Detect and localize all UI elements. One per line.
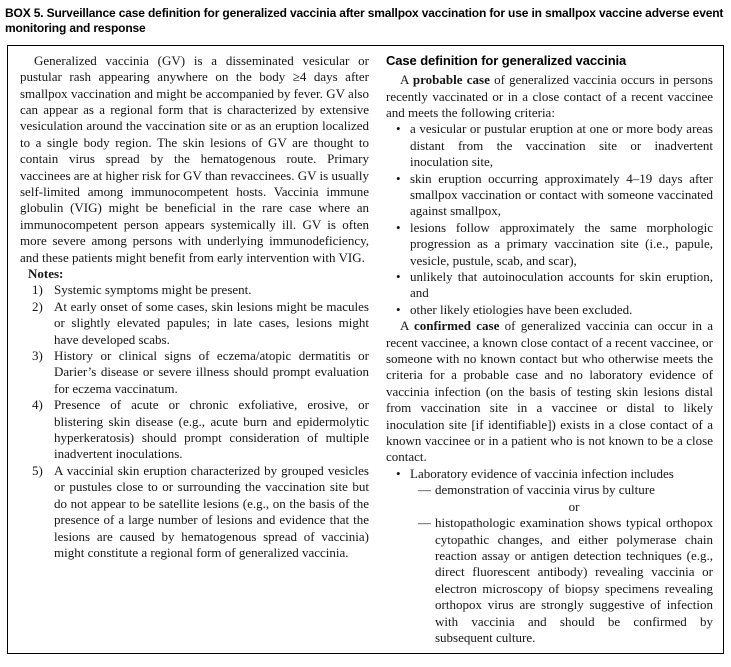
note-text: Systemic symptoms might be present.: [54, 282, 252, 298]
lab-evidence-text: Laboratory evidence of vaccinia infection includes: [410, 465, 674, 481]
note-text: At early onset of some cases, skin lesions might be macules or slightly elevated papules; in late cases, lesions might have developed scabs.: [54, 298, 369, 347]
criterion-text: a vesicular or pustular eruption at one or more body areas distant from the vaccination site or inadvertent inoculation site,: [410, 121, 713, 170]
lab-sub-item: [386, 515, 713, 646]
note-text: History or clinical signs of eczema/atopic dermatitis or Darier’s disease or severe illness should prompt evaluation for eczema vaccinatum.: [54, 348, 369, 396]
probable-rest: of generalized vaccinia occurs in persons recently vaccinated or in a close contact of a recent vaccinee and meets the following criteria:: [386, 72, 713, 120]
note-number: 5): [32, 462, 43, 478]
note-number: 1): [32, 282, 43, 298]
note-item: [20, 348, 369, 397]
case-definition-heading: Case definition for generalized vaccinia: [386, 52, 627, 68]
confirmed-rest: of generalized vaccinia can occur in a recent vaccinee, a known close contact of a recent vaccinee, or someone with no known contact but who otherwise meets the criteria for a probable case and no laboratory evidence of vaccinia infection (on the basis of testing skin lesions distal from vaccination site in a vaccinee or distal to likely inoculation site [if identifiable]) exists in a close contact of a known vaccinee or in a patient who is not known to be a close contact.: [386, 318, 714, 465]
criterion-text: unlikely that autoinoculation accounts for skin eruption, and: [410, 269, 713, 301]
confirmed-prefix: A: [400, 318, 414, 334]
note-item: [20, 282, 369, 298]
note-item: [20, 299, 369, 348]
left-column: [20, 53, 369, 647]
lab-sub-item: [386, 482, 713, 498]
probable-prefix: A: [400, 72, 413, 88]
dash-icon: —: [418, 482, 431, 498]
intro-paragraph: Generalized vaccinia (GV) is a disseminated vesicular or pustular rash appearing anywhere on the body ≥4 days after smallpox vaccination and might be accompanied by fever. GV also can appear as a regional form that is characterized by extensive vesiculation around the vaccination site or as an eruption localized to a single body region. The skin lesions of GV are thought to contain virus spread by the hematogenous route. Primary vaccinees are at higher risk for GV than revaccinees. GV is usually self-limited among immunocompetent hosts. Vaccinia immune globulin (VIG) might be beneficial in the rare case where an immunocompetent person appears systemically ill. GV is often more severe among persons with underlying immunodeficiency, and these patients might benefit from early intervention with VIG.: [20, 52, 369, 265]
bullet-icon: •: [396, 465, 401, 481]
note-text: Presence of acute or chronic exfoliative, erosive, or blistering skin disease (e.g., acute burn and epidermolytic hyperkeratosis) should prompt consideration of multiple inadvertent inoculations.: [54, 397, 369, 462]
confirmed-case-paragraph: [386, 318, 713, 466]
criterion-item: [386, 269, 713, 302]
note-number: 3): [32, 348, 43, 364]
note-item: [20, 397, 369, 463]
note-text: A vaccinial skin eruption characterized by grouped vesicles or pustules close to or surrounding the vaccination site but do not appear to be satellite lesions (e.g., on the basis of the presence of a large number of lesions and evidence that the lesions are caused by hematogenous spread of vaccinia) might constitute a regional form of generalized vaccinia.: [54, 462, 369, 560]
criterion-item: [386, 121, 713, 170]
bullet-icon: •: [396, 170, 401, 186]
bullet-icon: •: [396, 219, 401, 235]
probable-case-paragraph: [386, 72, 713, 121]
lab-sub-text: histopathologic examination shows typical orthopox cytopathic changes, and either polymerase chain reaction assay or antigen detection techniques (e.g., direct fluorescent antibody) revealing vaccinia or electron microscopy of biopsy specimens revealing orthopox virus are strongly suggestive of infection with vaccinia and should be confirmed by subsequent culture.: [435, 515, 713, 645]
notes-label: Notes:: [28, 266, 64, 281]
criterion-text: lesions follow approximately the same morphologic progression as a primary vaccination site (i.e., papule, vesicle, pustule, scab, and scar),: [410, 219, 713, 268]
bullet-icon: •: [396, 301, 401, 317]
note-item: [20, 463, 369, 561]
criterion-item: [386, 302, 713, 318]
right-column: [386, 53, 713, 647]
or-connector: or: [568, 498, 580, 514]
surveillance-case-definition-box: [7, 45, 724, 654]
note-number: 4): [32, 397, 43, 413]
criterion-item: [386, 171, 713, 220]
criterion-item: [386, 220, 713, 269]
criterion-text: other likely etiologies have been excluded.: [410, 301, 633, 317]
note-number: 2): [32, 298, 43, 314]
lab-sub-text: demonstration of vaccinia virus by culture: [435, 482, 655, 498]
bullet-icon: •: [396, 269, 401, 284]
criterion-text: skin eruption occurring approximately 4–19 days after smallpox vaccination or contact with someone vaccinated against smallpox,: [410, 170, 713, 219]
confirmed-case-term: confirmed case: [413, 318, 500, 334]
bullet-icon: •: [396, 121, 401, 137]
probable-case-term: probable case: [412, 72, 490, 88]
lab-evidence-bullet: [386, 466, 713, 482]
box-title: BOX 5. Surveillance case definition for generalized vaccinia after smallpox vaccination for use in smallpox vaccine adverse event monitoring and response: [5, 6, 724, 36]
dash-icon: —: [418, 515, 431, 531]
